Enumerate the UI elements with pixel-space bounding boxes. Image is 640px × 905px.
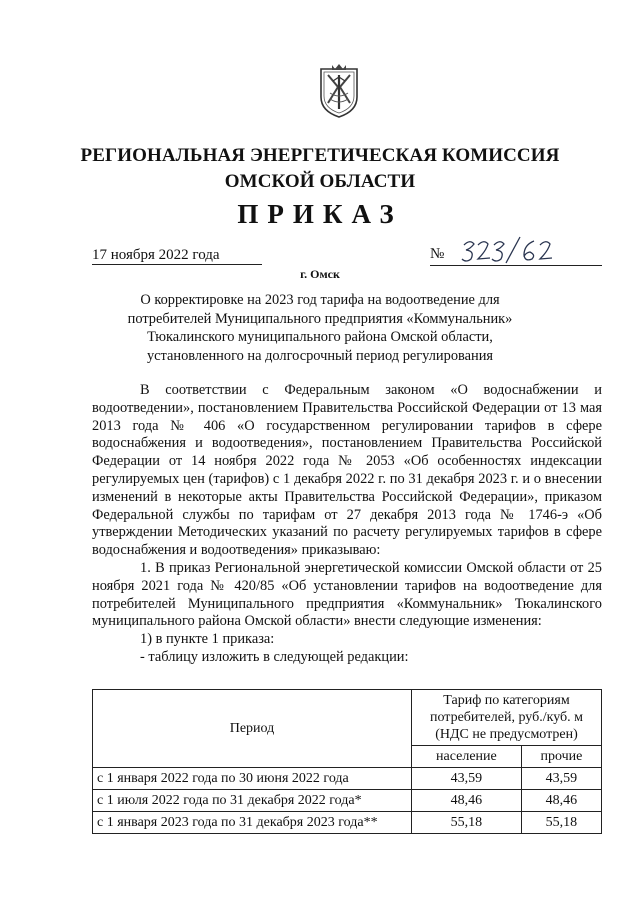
row-period: с 1 июля 2022 года по 31 декабря 2022 года* <box>93 790 412 812</box>
row-period: с 1 января 2022 года по 30 июня 2022 года <box>93 768 412 790</box>
paragraph-preamble: В соответствии с Федеральным законом «О водоснабжении и водоотведении», постановлением Правительства Российской Федерации от 13 мая 2013 года № 406 «О государственном регулировании тарифов в сфере водоснабжения и водоотведения», постановлением Правительства Российской Федерации от 14 ноября 2022 года № 2053 «Об особенностях индексации регулируемых цен (тарифов) с 1 декабря 2022 г. по 31 декабря 2023 г. и о внесении изменений в некоторые акты Правительства Российской Федерации», приказом Федеральной службы по тарифам от 27 декабря 2013 года № 1746-э «Об утверждении Методических указаний по расчету регулируемых тарифов в сфере водоснабжения и водоотведения» приказываю: <box>92 382 602 559</box>
paragraph-subitem-1: 1) в пункте 1 приказа: <box>140 631 275 648</box>
number-sign: № <box>430 246 445 262</box>
order-body <box>92 382 602 667</box>
table-row <box>93 812 602 834</box>
tariff-table <box>92 689 602 834</box>
organization-name <box>60 143 580 195</box>
order-title: ПРИКАЗ <box>237 199 403 229</box>
order-subject <box>110 291 530 365</box>
subject-line-3: Тюкалинского муниципального района Омской области, <box>147 329 493 345</box>
row-population-value: 55,18 <box>412 812 522 834</box>
row-population-value: 48,46 <box>412 790 522 812</box>
header-tariff <box>412 690 602 746</box>
header-tariff-line-3: (НДС не предусмотрен) <box>435 727 578 742</box>
coat-of-arms-icon <box>318 63 360 119</box>
subject-line-1: О корректировке на 2023 год тарифа на водоотведение для <box>140 292 500 308</box>
header-population: население <box>412 746 522 768</box>
row-other-value: 43,59 <box>521 768 601 790</box>
row-period: с 1 января 2023 года по 31 декабря 2023 года** <box>93 812 412 834</box>
handwritten-number-signature <box>458 235 578 265</box>
row-other-value: 55,18 <box>521 812 601 834</box>
header-other: прочие <box>521 746 601 768</box>
table-header-row <box>93 690 602 746</box>
city: г. Омск <box>300 267 340 281</box>
org-line-1: РЕГИОНАЛЬНАЯ ЭНЕРГЕТИЧЕСКАЯ КОМИССИЯ <box>80 145 560 166</box>
row-population-value: 43,59 <box>412 768 522 790</box>
row-other-value: 48,46 <box>521 790 601 812</box>
subject-line-2: потребителей Муниципального предприятия «Коммунальник» <box>127 310 513 327</box>
header-tariff-line-2: потребителей, руб./куб. м <box>430 710 583 725</box>
header-tariff-line-1: Тариф по категориям <box>443 693 570 708</box>
paragraph-table-intro: - таблицу изложить в следующей редакции: <box>140 648 409 665</box>
table-row <box>93 790 602 812</box>
order-date: 17 ноября 2022 года <box>92 246 262 265</box>
table-row <box>93 768 602 790</box>
header-period: Период <box>93 690 412 768</box>
org-line-2: ОМСКОЙ ОБЛАСТИ <box>224 171 416 192</box>
subject-line-4: установленного на долгосрочный период регулирования <box>146 347 494 364</box>
paragraph-item-1: 1. В приказ Региональной энергетической комиссии Омской области от 25 ноября 2021 года № 420/85 «Об установлении тарифов на водоотведение для потребителей Муниципального предприятия «Коммунальник» Тюкалинского муниципального района Омской области» внести следующие изменения: <box>92 559 602 630</box>
order-number <box>430 235 602 266</box>
